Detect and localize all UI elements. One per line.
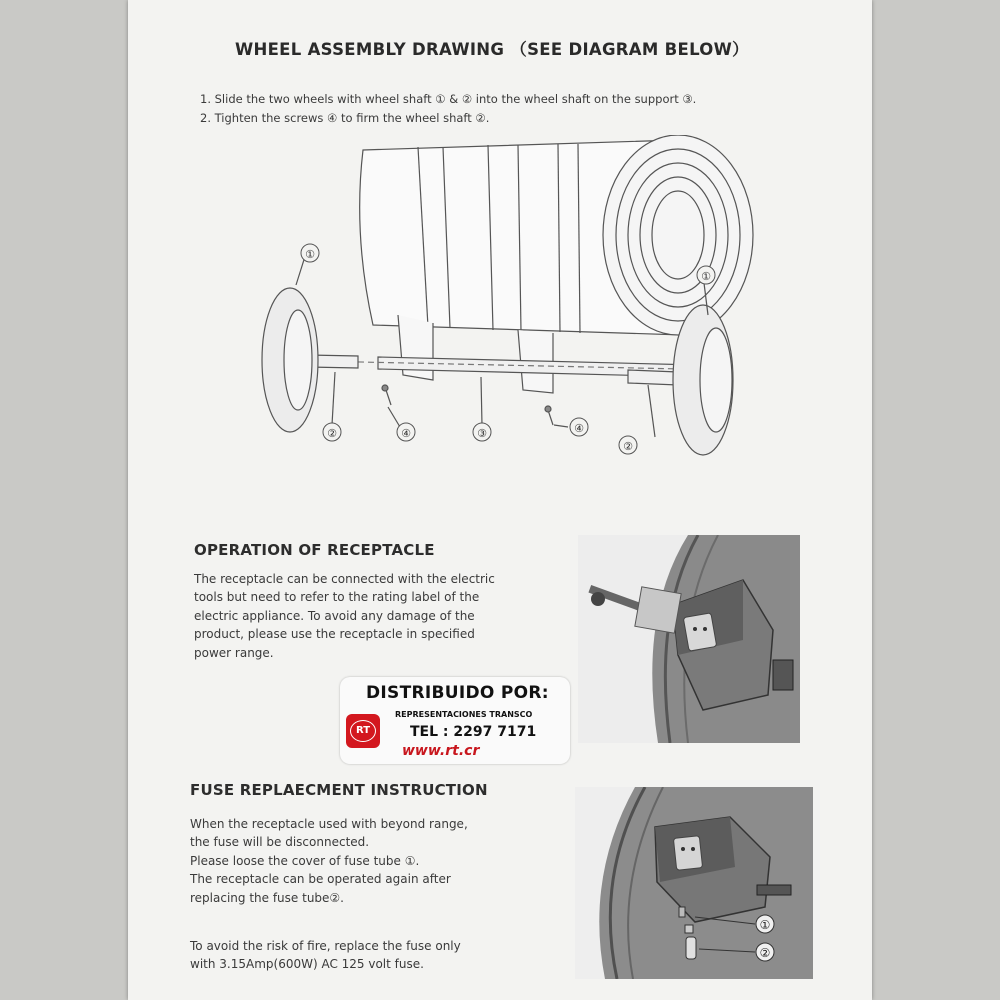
sticker-title: DISTRIBUIDO POR:: [366, 683, 549, 703]
rt-logo: [346, 714, 380, 748]
callout-1-right: ①: [701, 270, 711, 283]
sticker-company: REPRESENTACIONES TRANSCO: [395, 710, 533, 719]
wheel-assembly-diagram: [228, 135, 788, 475]
fuse-callout-1: ①: [759, 918, 771, 932]
callout-2-left: ②: [327, 427, 337, 440]
fuse-heading: FUSE REPLAECMENT INSTRUCTION: [190, 781, 488, 799]
callout-4-right: ④: [574, 422, 584, 435]
sticker-website: www.rt.cr: [402, 743, 480, 759]
distributor-sticker: [340, 677, 570, 764]
fuse-warning: To avoid the risk of fire, replace the fuse only with 3.15Amp(600W) AC 125 volt fuse.: [190, 939, 461, 972]
rt-logo-text: RT: [350, 720, 376, 742]
callout-1-left: ①: [305, 248, 315, 261]
callout-3: ③: [477, 427, 487, 440]
receptacle-text: The receptacle can be connected with the electric tools but need to refer to the rating label of the electric appliance. To avoid any damage of the product, please use the receptacle in specified power range.: [194, 572, 495, 660]
fuse-photo: [575, 787, 813, 979]
manual-page: [128, 0, 872, 1000]
receptacle-photo: [578, 535, 800, 743]
step-1: 1. Slide the two wheels with wheel shaft ① & ② into the wheel shaft on the support ③.: [200, 92, 697, 106]
callout-2-right: ②: [623, 440, 633, 453]
page-title: WHEEL ASSEMBLY DRAWING （SEE DIAGRAM BELOW）: [235, 40, 749, 59]
sticker-tel: TEL : 2297 7171: [410, 724, 537, 740]
callout-4-left: ④: [401, 427, 411, 440]
fuse-callout-2: ②: [759, 946, 771, 960]
receptacle-heading: OPERATION OF RECEPTACLE: [194, 541, 435, 559]
fuse-text: When the receptacle used with beyond range, the fuse will be disconnected. Please loose the cover of fuse tube ①. The receptacle can be operated again after replacing the fuse tube②.: [190, 817, 468, 905]
step-2: 2. Tighten the screws ④ to firm the wheel shaft ②.: [200, 111, 490, 125]
